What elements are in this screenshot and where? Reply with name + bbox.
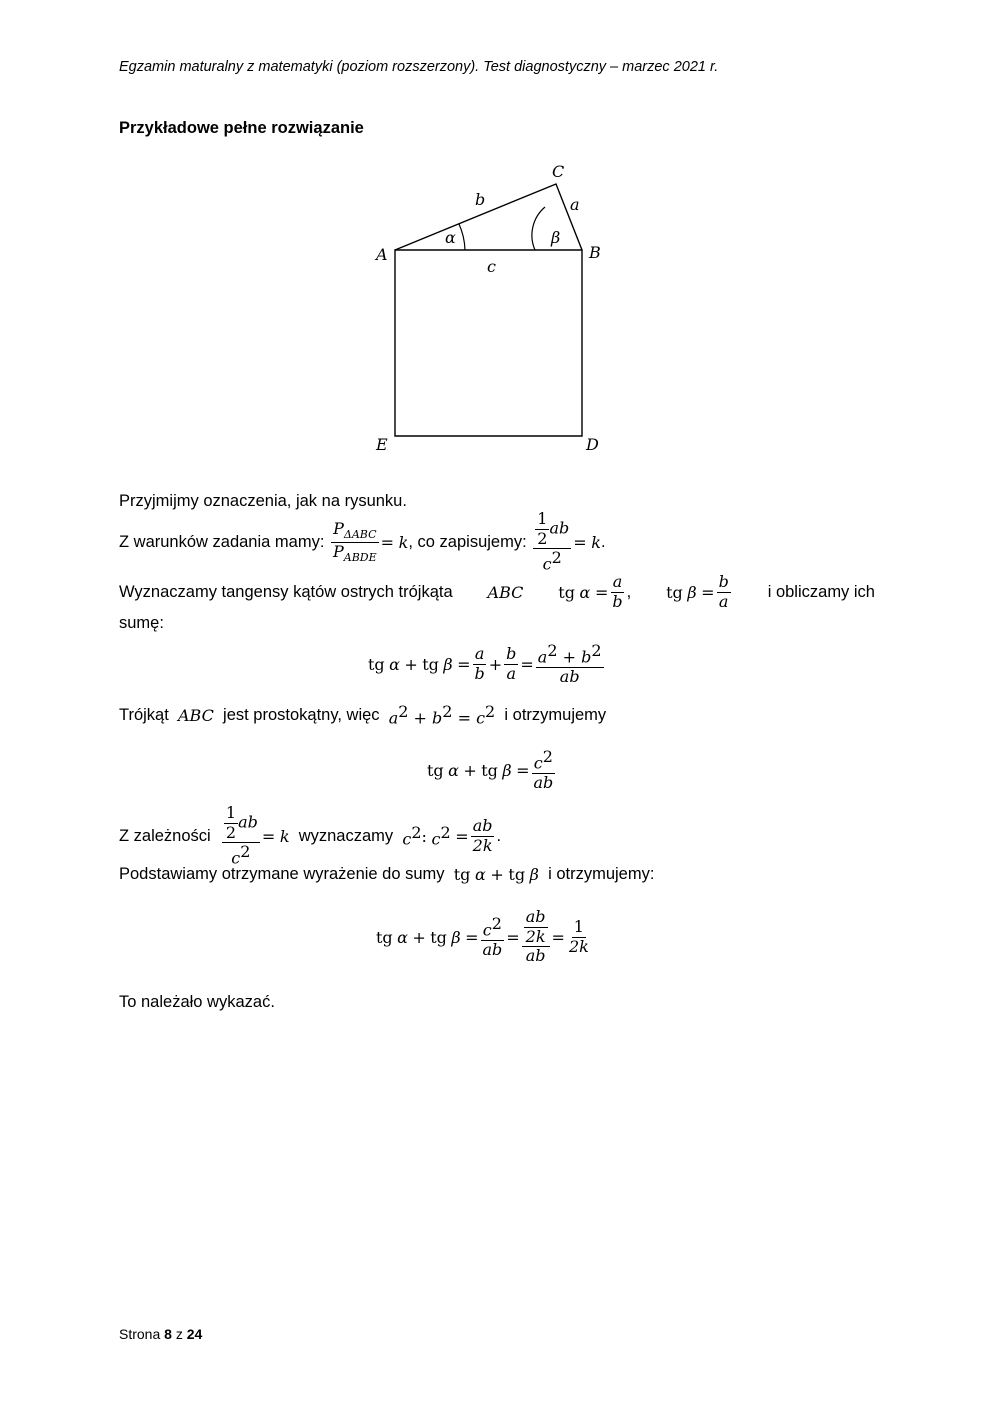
text-conditions: Z warunków zadania mamy:: [119, 532, 325, 551]
label-c: c: [487, 257, 496, 276]
paragraph-dependence: Z zależności $\frac{1}{2}$ ab $c^2$ = k wyznaczamy $c^2$ : $c^2$ = $\frac{ab}{2k}$ .: [119, 803, 502, 868]
footer-of-word: z: [175, 1326, 183, 1342]
label-b: b: [475, 190, 486, 209]
text-and-get-final: i otrzymujemy:: [548, 864, 655, 883]
label-C: C: [552, 162, 565, 181]
angle-alpha-arc: [459, 224, 465, 250]
angle-beta-arc: [532, 207, 545, 250]
fraction-half-ab-over-c2: $\frac{1}{2}$ ab $c^2$: [533, 510, 571, 574]
text-from-relation: Z zależności: [119, 826, 211, 845]
label-alpha: α: [445, 228, 456, 247]
label-a: a: [570, 195, 580, 214]
paragraph-conditions: Z warunków zadania mamy: $\frac{P_{\Delta ABC}}{P_{ABDE}}$ = k , co zapisujemy: $\frac{1}{2}$ ab $c^2$ = k .: [119, 509, 606, 574]
equation-sum-c2: tg α + tg β = $\frac{c^2}{ab}$: [427, 746, 554, 792]
text-triangle: Trójkąt: [119, 705, 169, 724]
text-and-get: i otrzymujemy: [504, 705, 607, 724]
equation-final: tg α + tg β = $\frac{c^2}{ab}$ = $\frac{\frac{ab}{2k}}{ab}$ = $\frac{1}{2k}$: [376, 907, 589, 966]
label-E: E: [376, 435, 388, 454]
text-sum: sumę:: [119, 614, 164, 632]
square-abde: [395, 250, 582, 436]
text-is-right: jest prostokątny, więc: [223, 705, 380, 724]
text-and-compute: i obliczamy ich: [767, 582, 875, 601]
geometry-figure: [360, 155, 630, 465]
footer-page-word: Strona: [119, 1326, 161, 1342]
page-header: Egzamin maturalny z matematyki (poziom rozszerzony). Test diagnostyczny – marzec 2021 r.: [119, 59, 719, 75]
label-B: B: [589, 243, 601, 262]
text-we-determine: wyznaczamy: [298, 826, 394, 845]
paragraph-right-triangle: Trójkąt ABC jest prostokątny, więc $a^2 + b^2 = c^2$ i otrzymujemy: [119, 702, 607, 728]
page-footer: [119, 1326, 202, 1342]
label-A: A: [376, 245, 388, 264]
text-we-write: , co zapisujemy:: [408, 532, 527, 551]
footer-page-number: 8: [164, 1326, 172, 1342]
text-tangents: Wyznaczamy tangensy kątów ostrych trójkąta: [119, 582, 453, 601]
equation-sum-tangents: tg α + tg β = $\frac{a}{b}$ + $\frac{b}{a}$ = $\frac{a^2 + b^2}{ab}$: [368, 640, 602, 686]
paragraph-substitute: Podstawiamy otrzymane wyrażenie do sumy tg α + tg β i otrzymujemy:: [119, 864, 655, 884]
fraction-area-ratio: $\frac{P_{\Delta ABC}}{P_{ABDE}}$: [333, 518, 377, 564]
label-D: D: [586, 435, 599, 454]
conclusion-text: To należało wykazać.: [119, 993, 275, 1011]
footer-total-pages: 24: [186, 1326, 203, 1342]
section-heading: Przykładowe pełne rozwiązanie: [119, 119, 364, 137]
label-beta: β: [551, 228, 561, 247]
text-substitute: Podstawiamy otrzymane wyrażenie do sumy: [119, 864, 445, 883]
paragraph-notation: Przyjmijmy oznaczenia, jak na rysunku.: [119, 492, 407, 510]
paragraph-tangents: Wyznaczamy tangensy kątów ostrych trójkąta ABC tg α = $\frac{a}{b}$ , tg β = $\frac{b}{a}$ i obliczamy ich: [119, 572, 875, 611]
